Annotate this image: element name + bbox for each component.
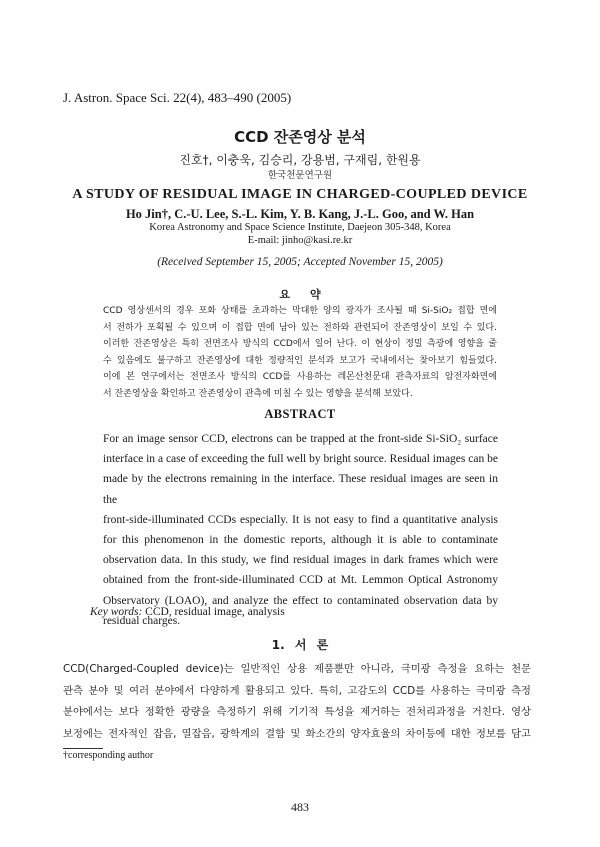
authors-english: Ho Jin†, C.-U. Lee, S.-L. Kim, Y. B. Kang, J.-L. Goo, and W. Han — [125, 207, 475, 221]
body-line: 보정에는 전자적인 잡음, 열잡음, 광학계의 결함 및 화소간의 양자효율의 차이등에 대한 정보를 담고 — [63, 727, 531, 740]
footnote-rule — [63, 748, 103, 749]
title-korean: CCD 잔존영상 분석 — [234, 128, 366, 146]
keywords-label: Key words: — [90, 606, 143, 618]
section-heading: 1. 서 론 — [271, 638, 329, 652]
abstract-korean-line: 서 전하가 포획될 수 있으며 이 접합 면에 남아 있는 전하와 관련되어 잔존영상이 보일 수 있다. — [103, 322, 497, 333]
abstract-korean-heading: 요약 — [279, 288, 341, 301]
abstract-line: For an image sensor CCD, electrons can be trapped at the front-side Si-SiO₂ surface — [103, 433, 498, 445]
footnote: †corresponding author — [63, 750, 154, 761]
abstract-line: residual charges. — [103, 614, 181, 627]
email-address: E-mail: jinho@kasi.re.kr — [247, 235, 353, 246]
abstract-korean-line: 이러한 잔존영상은 특히 전면조사 방식의 CCD에서 일어 난다. 이 현상이 정밀 측광에 영향을 줄 — [103, 339, 497, 349]
page-number: 483 — [291, 800, 309, 814]
abstract-line: obtained from the front-side-illuminated CCD at Mt. Lemmon Optical Astronomy — [103, 574, 498, 587]
abstract-korean-line: 이에 본 연구에서는 전면조사 방식의 CCD를 사용하는 레몬산천문대 관측자료의 암전자화면에 — [103, 372, 497, 382]
abstract-line: interface in a case of exceeding the full well by bright source. Residual images can be — [103, 453, 498, 466]
abstract-korean-line: 수 있음에도 불구하고 잔존영상에 대한 정량적인 분석과 보고가 국내에서는 찾아보기 힘들었다. — [103, 355, 497, 366]
affiliation-english: Korea Astronomy and Space Science Institute, Daejeon 305-348, Korea — [149, 222, 451, 233]
abstract-line: for this phenomenon in the domestic reports, although it is able to contaminate — [103, 534, 498, 547]
title-english: A STUDY OF RESIDUAL IMAGE IN CHARGED-COUPLED DEVICE — [72, 187, 528, 202]
abstract-english — [103, 429, 498, 631]
keywords — [90, 606, 285, 618]
abstract-line: Observatory (LOAO), and analyze the effect to contaminated observation data by — [103, 594, 498, 607]
abstract-korean-line: 서 잔존영상을 확인하고 잔존영상이 관측에 미칠 수 있는 영향을 분석해 보았다. — [103, 388, 413, 399]
keywords-text: CCD, residual image, analysis — [145, 606, 285, 618]
abstract-korean-line: CCD 영상센서의 경우 포화 상태를 초과하는 막대한 양의 광자가 조사될 때 Si-SiO₂ 접합 면에 — [103, 306, 497, 316]
body-text — [63, 659, 531, 745]
abstract-line: front-side-illuminated CCDs especially. It is not easy to find a quantitative analysis — [103, 513, 498, 526]
body-line: 관측 분야 및 여러 분야에서 다양하게 활용되고 있다. 특히, 고감도의 CCD를 사용하는 극미광 측정 — [63, 684, 531, 697]
affiliation-korean: 한국천문연구원 — [267, 170, 333, 181]
journal-citation: J. Astron. Space Sci. 22(4), 483–490 (2005) — [63, 90, 292, 105]
body-line: CCD(Charged-Coupled device)는 일반적인 상용 제품뿐만 아니라, 극미광 측정을 요하는 천문 — [63, 663, 531, 675]
abstract-line: made by the electrons remaining in the interface. These residual images are seen in the — [103, 473, 498, 506]
abstract-line: observation data. In this study, we find residual images in dark frames which were — [103, 554, 498, 567]
authors-korean: 진호†, 이충욱, 김승리, 강용범, 구재림, 한원용 — [179, 153, 421, 167]
abstract-korean — [103, 303, 497, 402]
received-dates: (Received September 15, 2005; Accepted November 15, 2005) — [157, 256, 443, 268]
body-line: 분야에서는 보다 정확한 광량을 측정하기 위해 기기적 특성을 제거하는 전처리과정을 거친다. 영상 — [63, 706, 531, 718]
abstract-heading: ABSTRACT — [264, 407, 336, 421]
